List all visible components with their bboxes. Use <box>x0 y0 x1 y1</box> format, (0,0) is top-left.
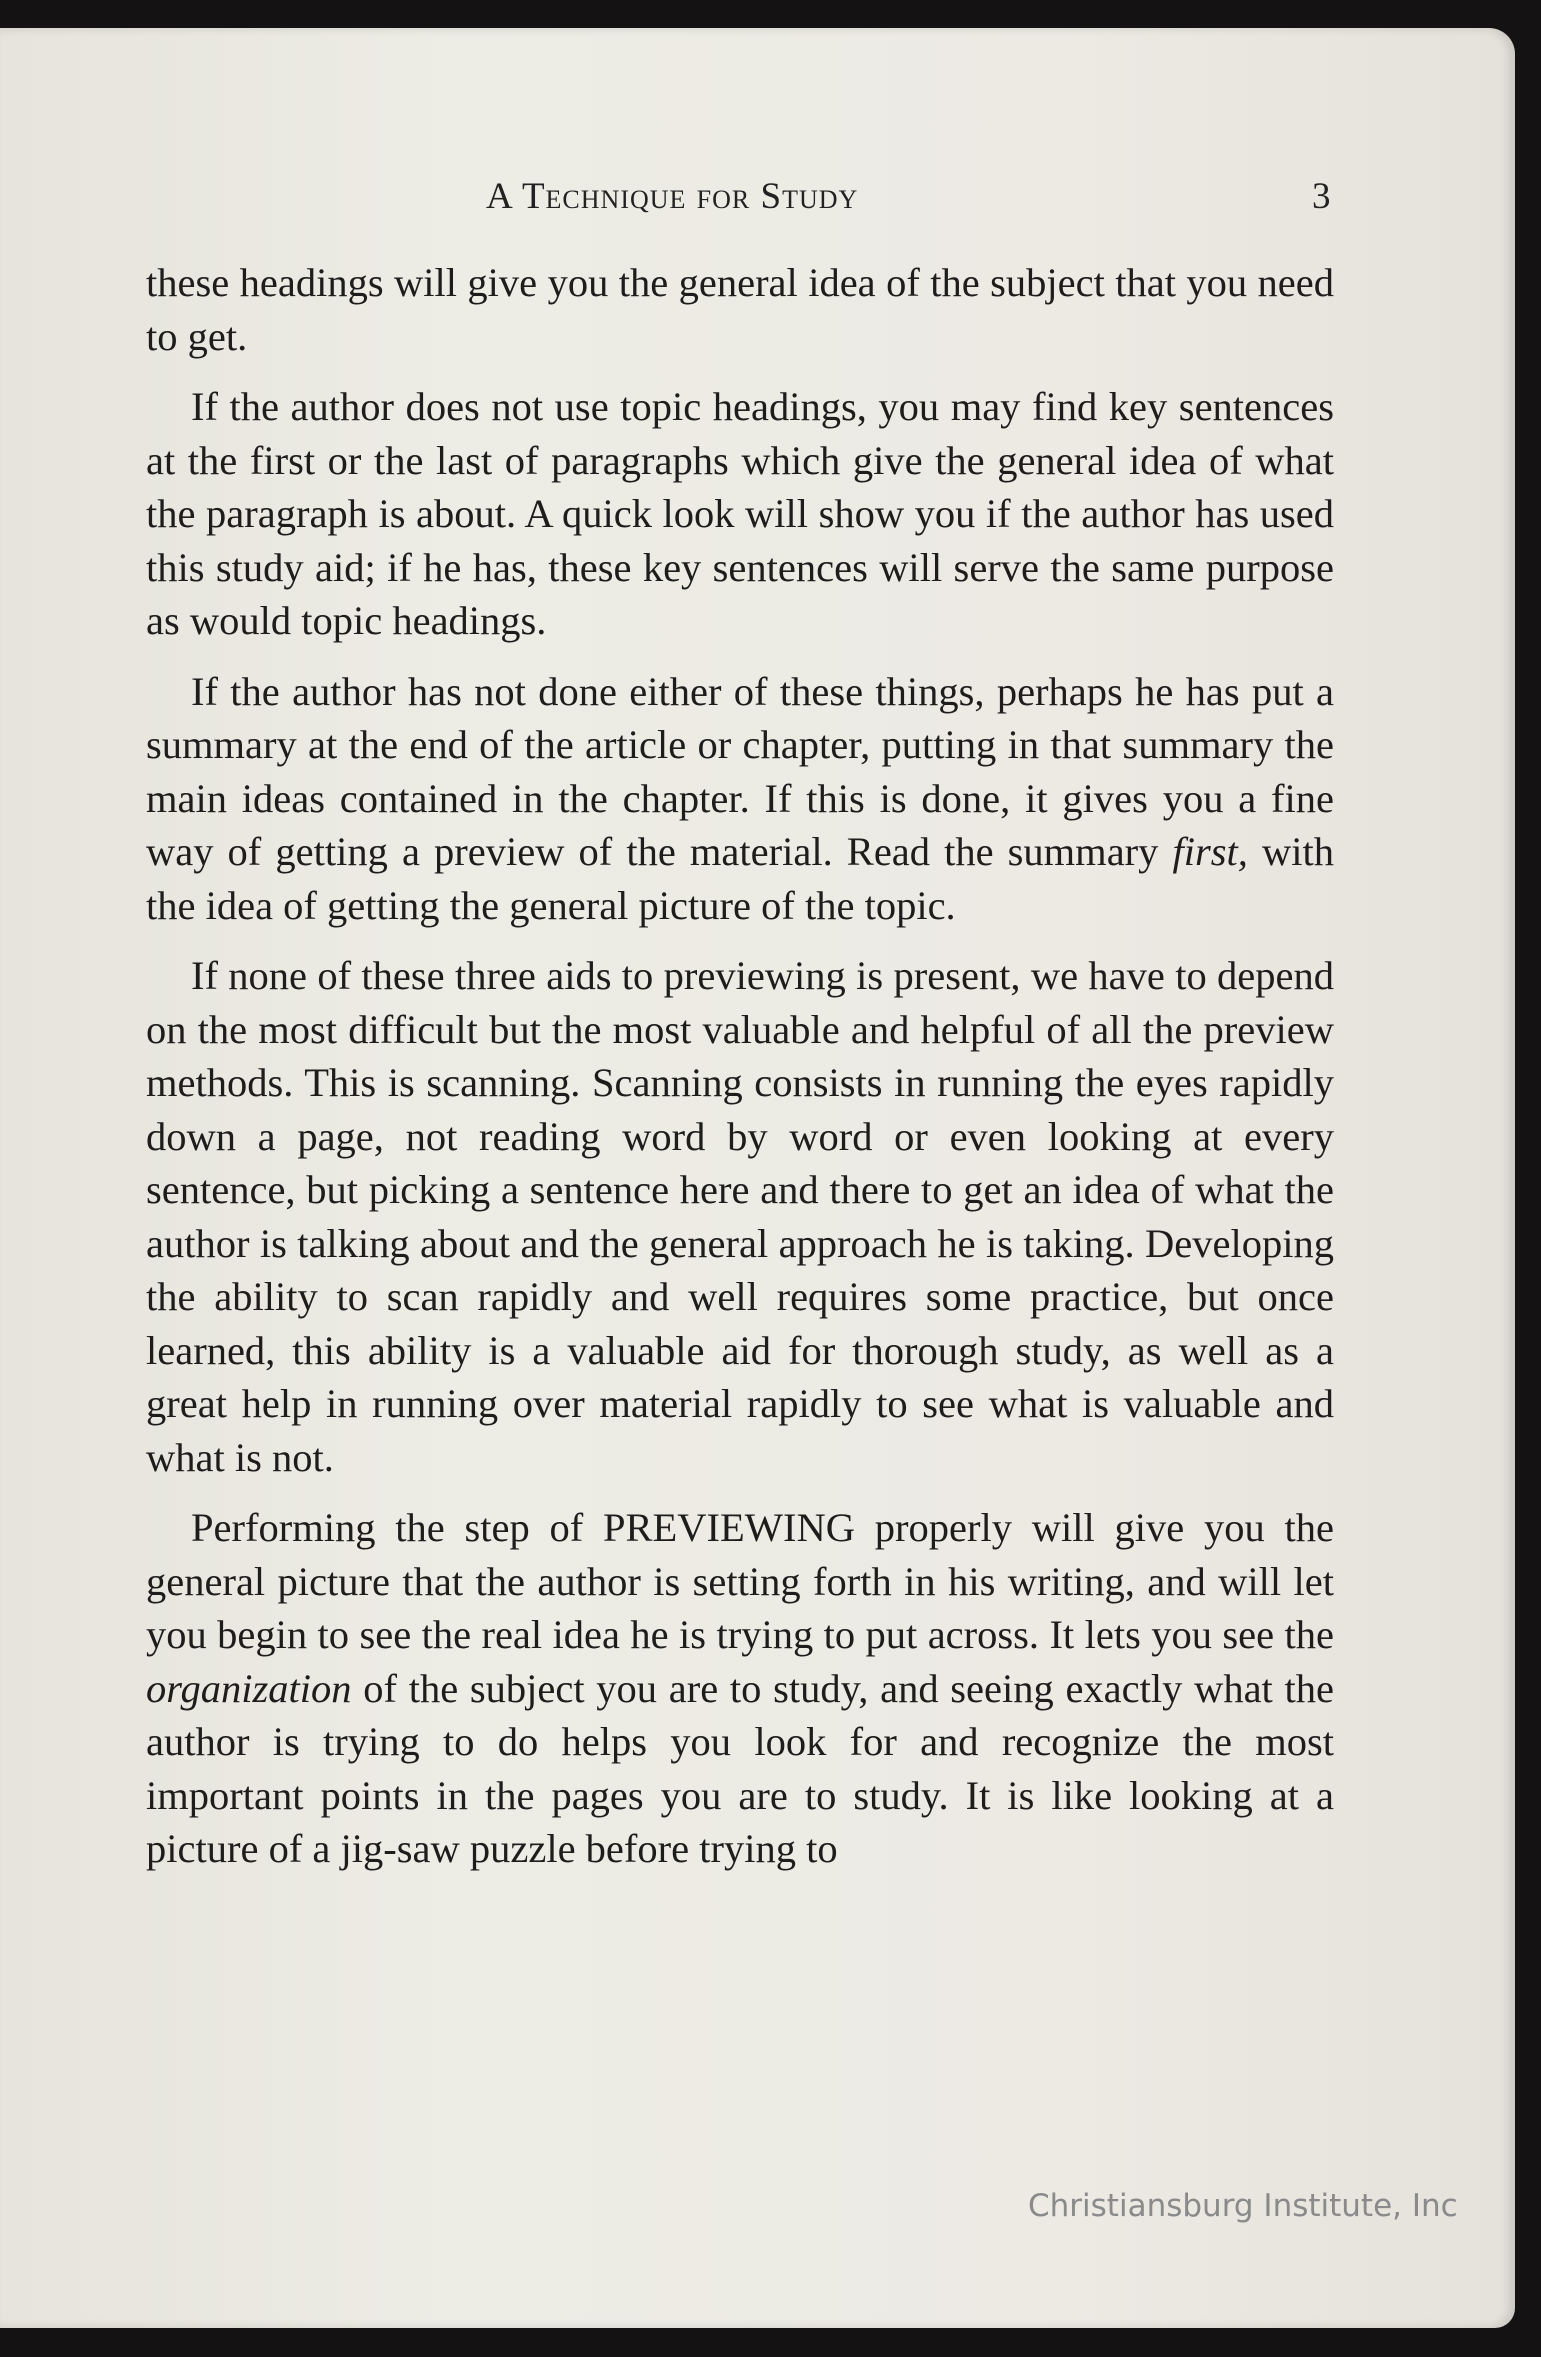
paragraph-3-emphasis: first, <box>1172 829 1248 874</box>
paragraph-3-text-b: with the idea of getting the general picture of the topic. <box>146 829 1335 928</box>
body-text <box>146 256 1334 1893</box>
paragraph-1: these headings will give you the general idea of the subject that you need to get. <box>146 260 1334 359</box>
paragraph-4: If none of these three aids to previewing is present, we have to depend on the most difficult but the most valuable and helpful of all the preview methods. This is scanning. Scanning consists in running the eyes rapidly down a page, not reading word by word or even looking at every sentence, but picking a sentence here and there to get an idea of what the author is talking about and the general approach he is taking. Developing the ability to scan rapidly and well requires some practice, but once learned, this ability is a valuable aid for thorough study, as well as a great help in running over material rapidly to see what is valuable and what is not. <box>146 953 1334 1480</box>
paragraph-5-emphasis: organization <box>146 1665 352 1711</box>
book-page <box>0 28 1515 2328</box>
paragraph-5-text-b: of the subject you are to study, and seeing exactly what the author is trying to do helps you look for and recognize the most important points in the pages you are to study. It is like looking at a picture of a jig-saw puzzle before trying to <box>146 1665 1334 1871</box>
paragraph-3-text-a: If the author has not done either of these things, perhaps he has put a summary at the end of the article or chapter, putting in that summary the main ideas contained in the chapter. If this is done, it gives you a fine way of getting a preview of the material. Read the summary <box>146 668 1334 874</box>
running-head-title: Technique for Study <box>521 176 859 217</box>
page-number: 3 <box>1312 176 1331 217</box>
running-head-initial: A <box>486 176 512 217</box>
paragraph-5 <box>146 1501 1334 1876</box>
paragraph-3 <box>146 665 1334 933</box>
paragraph-5-text-a: Performing the step of PREVIEWING properly will give you the general picture that the author is setting forth in his writing, and will let you begin to see the real idea he is trying to put across. It lets you see the <box>146 1505 1334 1657</box>
running-head <box>486 175 858 218</box>
paragraph-2: If the author does not use topic headings, you may find key sentences at the first or the last of paragraphs which give the general idea of what the paragraph is about. A quick look will show you if the author has used this study aid; if he has, these key sentences will serve the same purpose as would topic headings. <box>146 384 1334 643</box>
watermark: Christiansburg Institute, Inc <box>1028 2188 1458 2224</box>
